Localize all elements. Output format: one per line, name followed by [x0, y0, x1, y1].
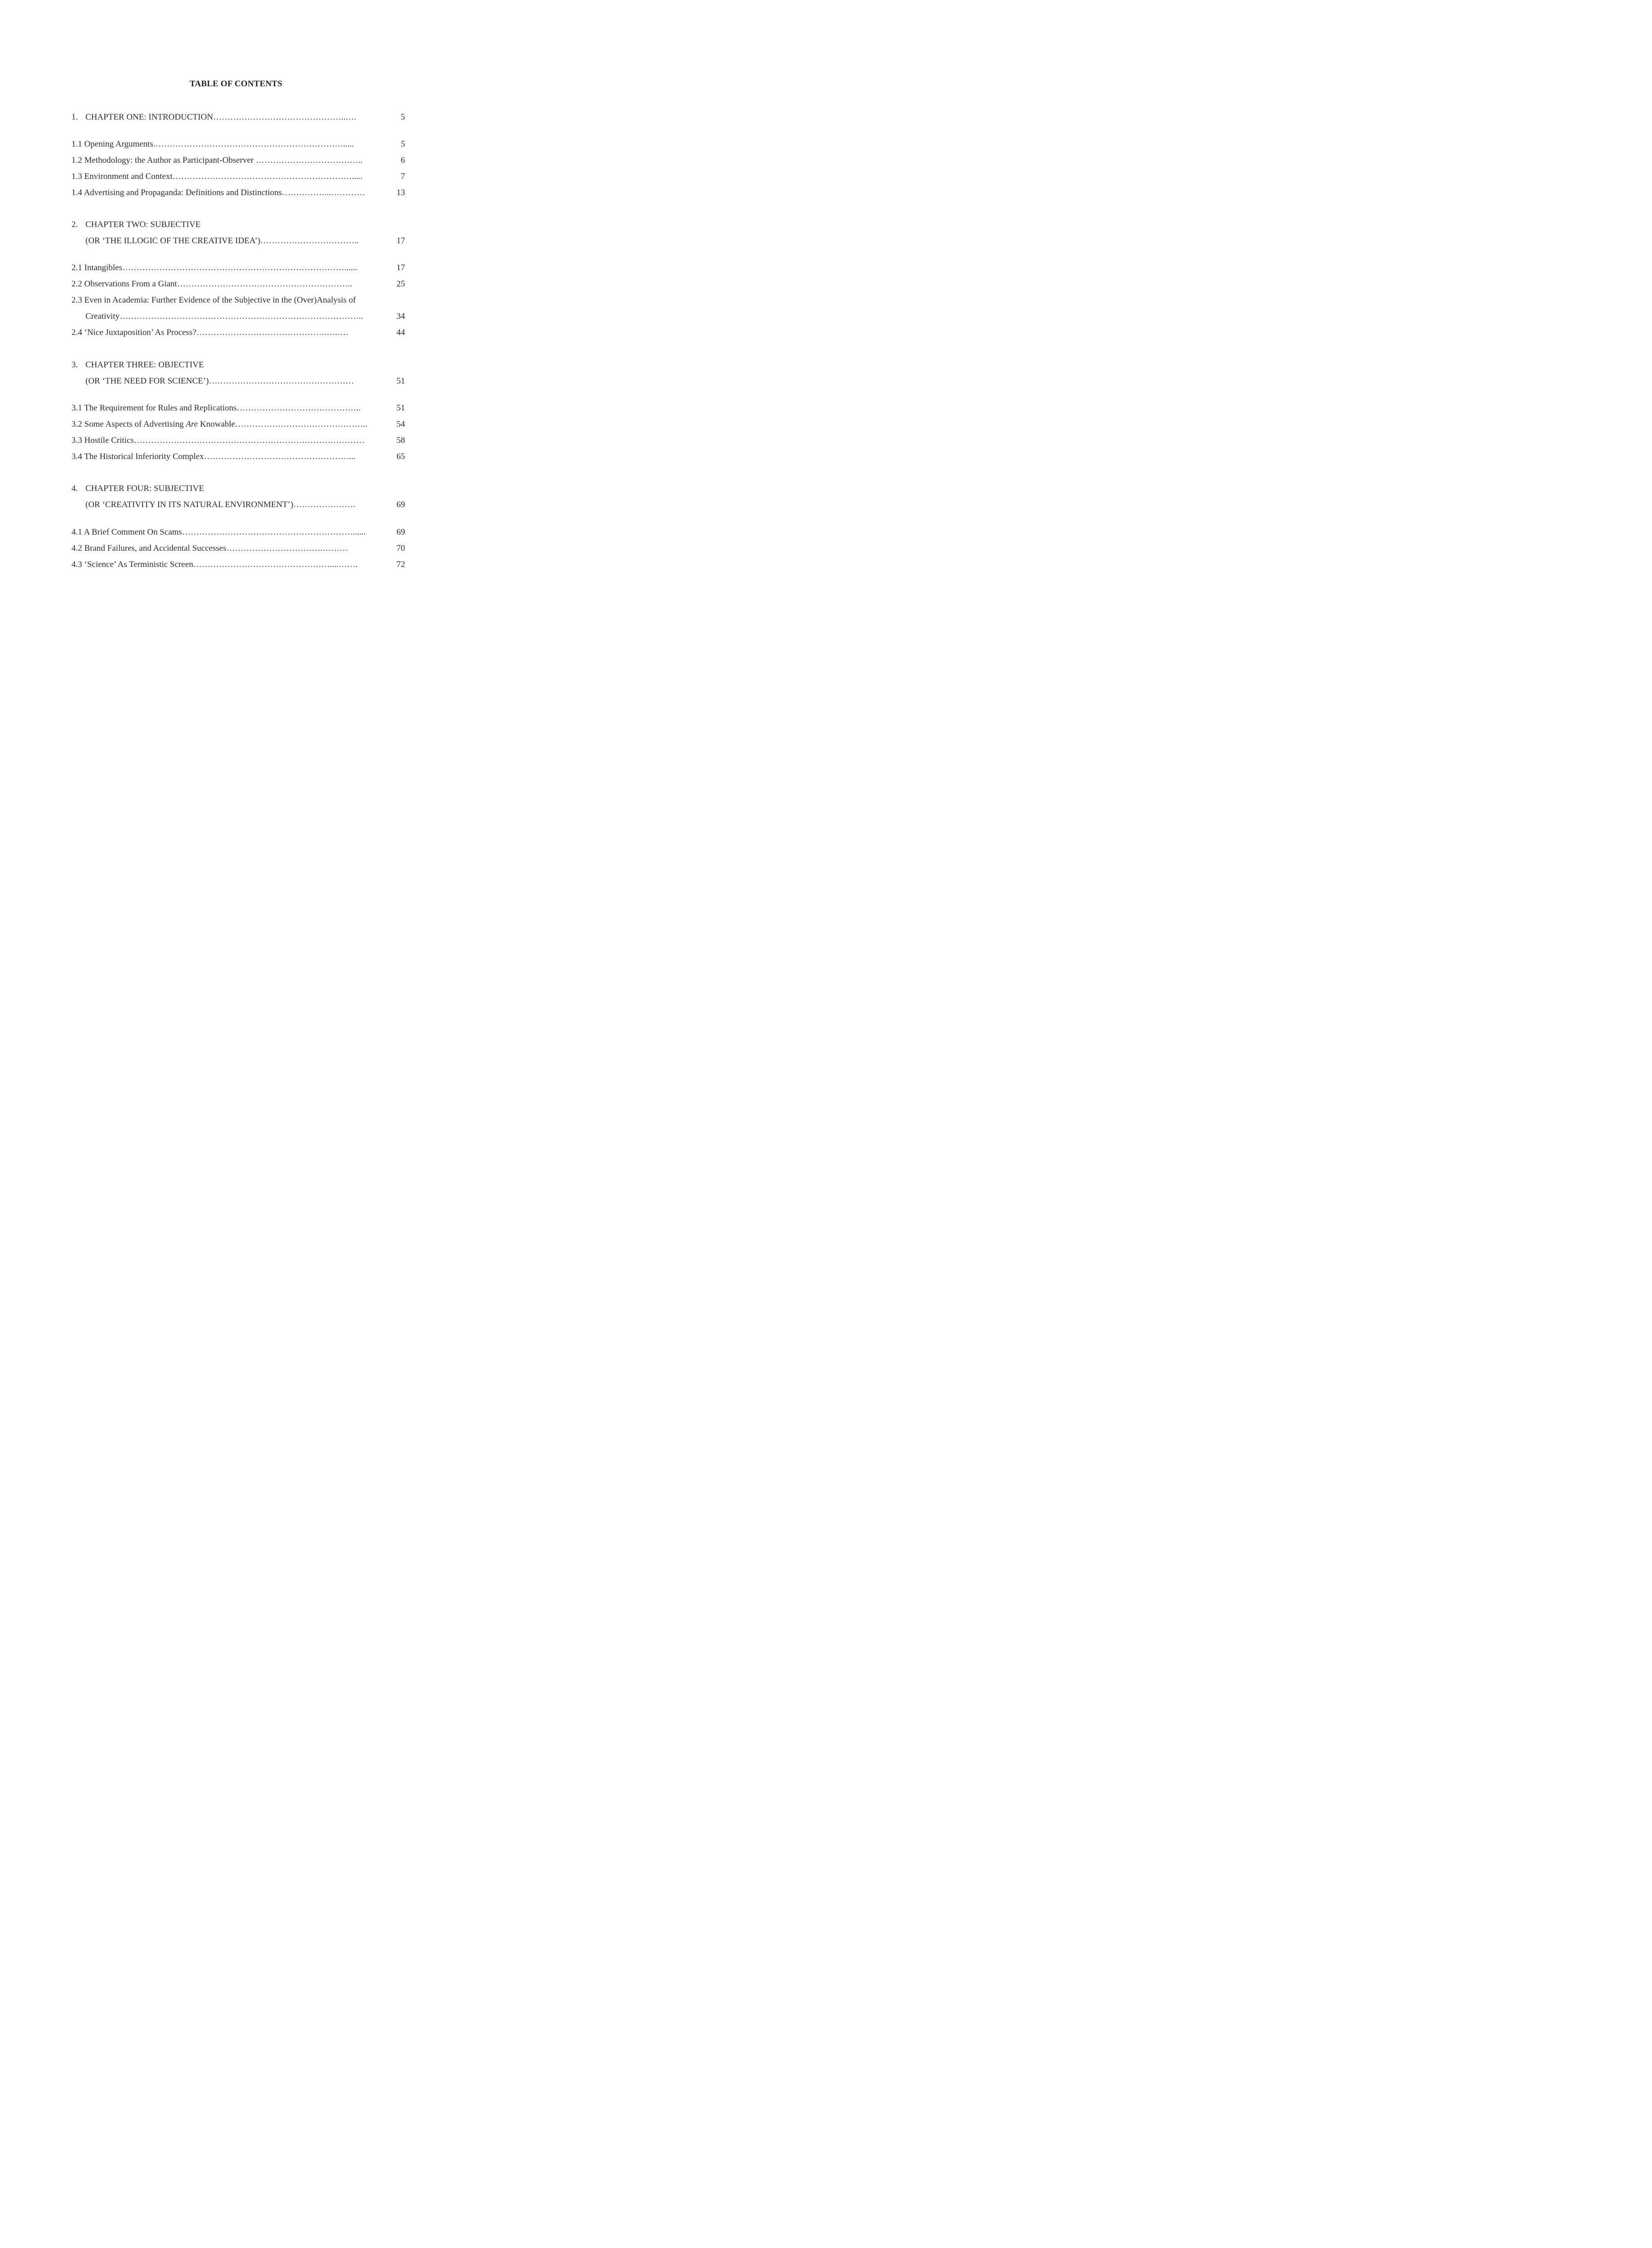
- toc-entry-2-3: [71, 294, 405, 307]
- dot-leader: ………………………………………………………….....: [155, 139, 356, 149]
- entry-title: Creativity: [85, 312, 120, 321]
- entry-title: 3.2 Some Aspects of Advertising: [71, 419, 186, 429]
- entry-title: 1.2 Methodology: the Author as Participant-Observer: [71, 156, 256, 165]
- entry-title: CHAPTER FOUR: SUBJECTIVE: [85, 484, 204, 493]
- toc-entry-4-2: [71, 542, 405, 555]
- page-number: 58: [396, 434, 405, 447]
- dot-leader: ……………………………………………………......: [182, 527, 366, 537]
- toc-entry-4-3: [71, 558, 405, 571]
- toc-entry-4-1: [71, 526, 405, 539]
- chapter-number: 4.: [71, 484, 78, 493]
- toc-entry-2-3-cont: [85, 310, 405, 323]
- page-number: 17: [396, 262, 405, 274]
- page-number: 6: [400, 154, 405, 167]
- toc-entry-1-1: [71, 138, 405, 151]
- entry-title: CHAPTER TWO: SUBJECTIVE: [85, 220, 201, 229]
- page-number: 51: [396, 402, 405, 415]
- page-number: 65: [396, 450, 405, 463]
- dot-leader: ……………...…………: [282, 188, 365, 197]
- dot-leader: ………………….: [293, 500, 357, 509]
- page-number: 51: [396, 375, 405, 388]
- toc-entry-3-3: [71, 434, 405, 447]
- toc-entry-2-4: [71, 326, 405, 339]
- toc-chapter-3-subtitle: [85, 375, 405, 388]
- dot-leader: ………………………………………..….: [213, 112, 356, 122]
- toc-entry-1-3: [71, 170, 405, 183]
- page-number: 25: [396, 278, 405, 290]
- entry-title: 2.4 ‘Nice Juxtaposition’ As Process?: [71, 328, 196, 337]
- dot-leader: …………………………….………: [226, 544, 351, 553]
- toc-chapter-3: [71, 359, 405, 371]
- dot-leader: ……………………………………………………….....: [172, 172, 365, 181]
- toc-chapter-2: [71, 219, 405, 231]
- page-number: 69: [396, 526, 405, 539]
- entry-title: 4.2 Brand Failures, and Accidental Successes: [71, 544, 227, 553]
- toc-entry-1-2: [71, 154, 405, 167]
- chapter-number: 2.: [71, 220, 78, 229]
- entry-title: 2.3 Even in Academia: Further Evidence of the Subjective in the (Over)Analysis of: [71, 295, 356, 305]
- dot-leader: ………………………………………………………………………: [134, 436, 367, 445]
- toc-entry-3-1: [71, 402, 405, 415]
- toc-entry-2-1: [71, 262, 405, 274]
- page-number: 17: [396, 235, 405, 247]
- page-number: 72: [396, 558, 405, 571]
- toc-chapter-4-subtitle: [85, 499, 405, 511]
- page-number: 7: [400, 170, 405, 183]
- dot-leader: ……………………………………..: [236, 403, 363, 413]
- document-page: [0, 0, 472, 713]
- page-number: 70: [396, 542, 405, 555]
- page-number: 13: [396, 187, 405, 199]
- toc-entry-2-2: [71, 278, 405, 290]
- dot-leader: …………………………………………………………………………..: [119, 312, 365, 321]
- page-number: 44: [396, 326, 405, 339]
- entry-title: 1.1 Opening Arguments.: [71, 139, 156, 149]
- dot-leader: ……………………………………………………..: [177, 279, 355, 289]
- page-number: 34: [396, 310, 405, 323]
- toc-chapter-4: [71, 482, 405, 495]
- page-number: 54: [396, 418, 405, 431]
- page-number: 5: [400, 138, 405, 151]
- entry-title: 2.2 Observations From a Giant: [71, 279, 177, 289]
- toc-entry-3-2: [71, 418, 405, 431]
- page-number: 5: [400, 111, 405, 124]
- entry-title: CHAPTER THREE: OBJECTIVE: [85, 360, 204, 370]
- entry-title: 3.3 Hostile Critics: [71, 436, 134, 445]
- page-number: 69: [396, 499, 405, 511]
- toc-chapter-2-subtitle: [85, 235, 405, 247]
- entry-title: 2.1 Intangibles: [71, 263, 122, 272]
- entry-title: CHAPTER ONE: INTRODUCTION: [85, 112, 213, 122]
- dot-leader: ………………………………………..: [235, 419, 370, 429]
- dot-leader: ……………………………………………...: [204, 452, 356, 461]
- entry-title: 1.3 Environment and Context: [71, 172, 173, 181]
- entry-title: 3.4 The Historical Inferiority Complex: [71, 452, 204, 461]
- toc-entry-3-4: [71, 450, 405, 463]
- dot-leader: ……………………………..: [260, 236, 359, 245]
- dot-leader: ……………………………………………………………………......: [122, 263, 357, 272]
- entry-title-emphasis: Are: [186, 419, 198, 429]
- page-title: TABLE OF CONTENTS: [189, 79, 283, 89]
- entry-title: 4.1 A Brief Comment On Scams: [71, 527, 182, 537]
- chapter-number: 3.: [71, 360, 78, 370]
- dot-leader: ………………………………..: [256, 156, 365, 165]
- entry-title: (OR ‘THE ILLOGIC OF THE CREATIVE IDEA’): [85, 236, 261, 245]
- entry-title: (OR ‘THE NEED FOR SCIENCE’): [85, 376, 209, 386]
- toc-entry-1-4: [71, 187, 405, 199]
- toc-chapter-1: [71, 111, 405, 124]
- chapter-number: 1.: [71, 112, 78, 122]
- dot-leader: …………………………………………....…….: [193, 560, 360, 569]
- entry-title: (OR ‘CREATIVITY IN ITS NATURAL ENVIRONMENT’): [85, 500, 294, 509]
- entry-title-end: Knowable: [198, 419, 235, 429]
- dot-leader: ……………………………………….….….: [196, 328, 350, 337]
- dot-leader: ……………………………………………: [209, 376, 356, 386]
- entry-title: 3.1 The Requirement for Rules and Replications: [71, 403, 237, 413]
- entry-title: 4.3 ‘Science’ As Terministic Screen: [71, 560, 193, 569]
- entry-title: 1.4 Advertising and Propaganda: Definitions and Distinctions: [71, 188, 282, 197]
